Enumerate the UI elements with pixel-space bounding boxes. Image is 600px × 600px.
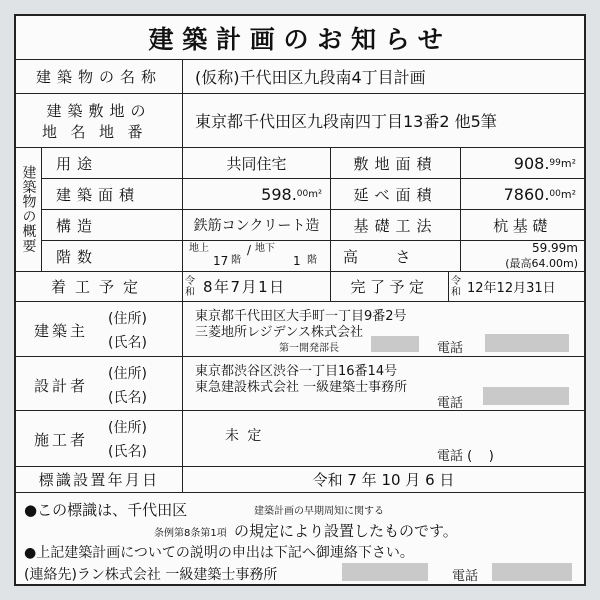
foundation-value: 杭基礎 [460, 210, 584, 240]
structure-label: 構造 [56, 216, 99, 235]
redacted-owner-phone [485, 334, 569, 352]
designer-row [16, 357, 584, 411]
designer-address: 東京都渋谷区渋谷一丁目16番14号 [195, 364, 398, 379]
start-value-cell [182, 272, 330, 301]
start-era: 令和 [185, 275, 195, 298]
height-max: (最高64.00m) [505, 257, 578, 270]
site-area-dec: 99 [549, 158, 561, 168]
designer-person-label: (氏名) [108, 390, 147, 406]
use-value: 共同住宅 [182, 148, 330, 178]
title-row [16, 16, 584, 60]
designer-label-cell [16, 357, 182, 410]
builder-address-label: (住所) [108, 420, 147, 436]
below-ground-value: 1 [293, 254, 301, 268]
builder-value-cell [182, 411, 584, 466]
notice-line1-b: 建築計画の早期周知に関する [254, 506, 384, 517]
notice-line2-a: 条例第8条第1項 [154, 528, 227, 539]
build-area-int: 598. [261, 184, 297, 204]
designer-address-label: (住所) [108, 366, 147, 382]
above-ground-label: 地上 [189, 243, 209, 254]
height-main: 59.99m [531, 241, 578, 255]
site-label [16, 94, 182, 147]
floor-area-unit: m² [560, 187, 576, 201]
complete-value: 12年12月31日 [467, 281, 556, 296]
sign-date-label: 標識設置年月日 [38, 471, 160, 489]
builder-person-label: (氏名) [108, 444, 147, 460]
complete-label: 完了予定 [330, 272, 448, 301]
owner-address: 東京都千代田区大手町一丁目9番2号 [195, 309, 407, 324]
builder-row [16, 411, 584, 467]
builder-label-cell [16, 411, 182, 466]
owner-label: 建築主 [34, 322, 89, 340]
redacted-contact-phone [492, 563, 572, 581]
overview-label-cell [16, 148, 42, 272]
floor-area-label: 延べ面積 [330, 179, 460, 209]
site-area-unit: m² [560, 156, 576, 170]
height-value [460, 241, 584, 271]
building-name-value: (仮称)千代田区九段南4丁目計画 [182, 60, 584, 93]
above-ground-unit: 階 [231, 255, 241, 266]
owner-name: 三菱地所レジデンス株式会社 [195, 325, 364, 340]
page-title: 建築計画のお知らせ [148, 24, 452, 54]
building-name-row [16, 60, 584, 94]
build-area-dec: 00 [296, 189, 309, 199]
owner-row [16, 302, 584, 357]
below-ground-label: 地下 [255, 243, 275, 254]
structure-value: 鉄筋コンクリート造 [182, 210, 330, 240]
redacted-owner-name [371, 336, 419, 352]
designer-value-cell [182, 357, 584, 410]
site-label-line2: 地名地番 [41, 122, 156, 141]
site-row [16, 94, 584, 148]
redacted-contact-name [342, 563, 428, 581]
redacted-designer-phone [483, 387, 569, 405]
structure-row [42, 210, 584, 241]
use-label: 用途 [56, 154, 99, 173]
floor-area-value [460, 179, 584, 209]
notice-board [14, 14, 586, 586]
builder-value: 未定 [225, 428, 270, 444]
build-area-unit: m² [308, 188, 322, 200]
floors-label: 階数 [56, 247, 99, 266]
build-area-row [42, 179, 584, 210]
floors-row [42, 241, 584, 272]
site-value: 東京都千代田区九段南四丁目13番2 他5筆 [182, 94, 584, 147]
designer-name: 東急建設株式会社 一級建築士事務所 [195, 380, 408, 395]
notice-line1-a: ●この標識は、千代田区 [24, 501, 188, 519]
builder-phone: 電話 ( ) [437, 449, 494, 464]
building-name-label: 建築物の名称 [35, 68, 162, 86]
build-area-label: 建築面積 [56, 185, 141, 204]
below-ground-unit: 階 [307, 255, 317, 266]
designer-label: 設計者 [34, 377, 89, 395]
start-label: 着工予定 [50, 278, 147, 296]
notice-line2-b: の規定により設置したものです。 [234, 522, 458, 540]
complete-era: 令和 [451, 275, 461, 298]
notice-line4: (連絡先)ラン株式会社 一級建築士事務所 [24, 567, 278, 583]
designer-phone-label: 電話 [437, 396, 464, 410]
overview-label: 建築物の概要 [20, 165, 37, 254]
site-area-int: 908. [513, 153, 550, 173]
above-ground-value: 17 [213, 254, 229, 268]
owner-phone-label: 電話 [437, 341, 464, 356]
builder-label: 施工者 [34, 431, 89, 449]
floors-value [182, 241, 330, 271]
floor-slash: / [247, 243, 252, 257]
complete-value-cell [448, 272, 584, 301]
foundation-label: 基礎工法 [330, 210, 460, 240]
owner-person-label: (氏名) [108, 335, 147, 351]
start-value: 8年7月1日 [203, 278, 286, 296]
owner-dept: 第一開発部長 [279, 343, 339, 354]
owner-value-cell [182, 302, 584, 356]
sign-date-value: 令和 7 年 10 月 6 日 [182, 467, 584, 492]
site-area-value [460, 148, 584, 178]
height-label: 高さ [330, 241, 460, 271]
notice-phone-label: 電話 [452, 569, 479, 584]
owner-label-cell [16, 302, 182, 356]
schedule-row [16, 272, 584, 302]
site-area-label: 敷地面積 [330, 148, 460, 178]
notice-block [16, 493, 584, 584]
notice-line3: ●上記建築計画についての説明の申出は下記へ御連絡下さい。 [24, 545, 414, 561]
use-row [42, 148, 584, 179]
sign-date-row [16, 467, 584, 493]
build-area-value [182, 179, 330, 209]
owner-address-label: (住所) [108, 311, 147, 327]
floor-area-int: 7860. [503, 184, 550, 204]
floor-area-dec: 00 [549, 189, 561, 199]
site-label-line1: 建築敷地の [46, 101, 152, 120]
